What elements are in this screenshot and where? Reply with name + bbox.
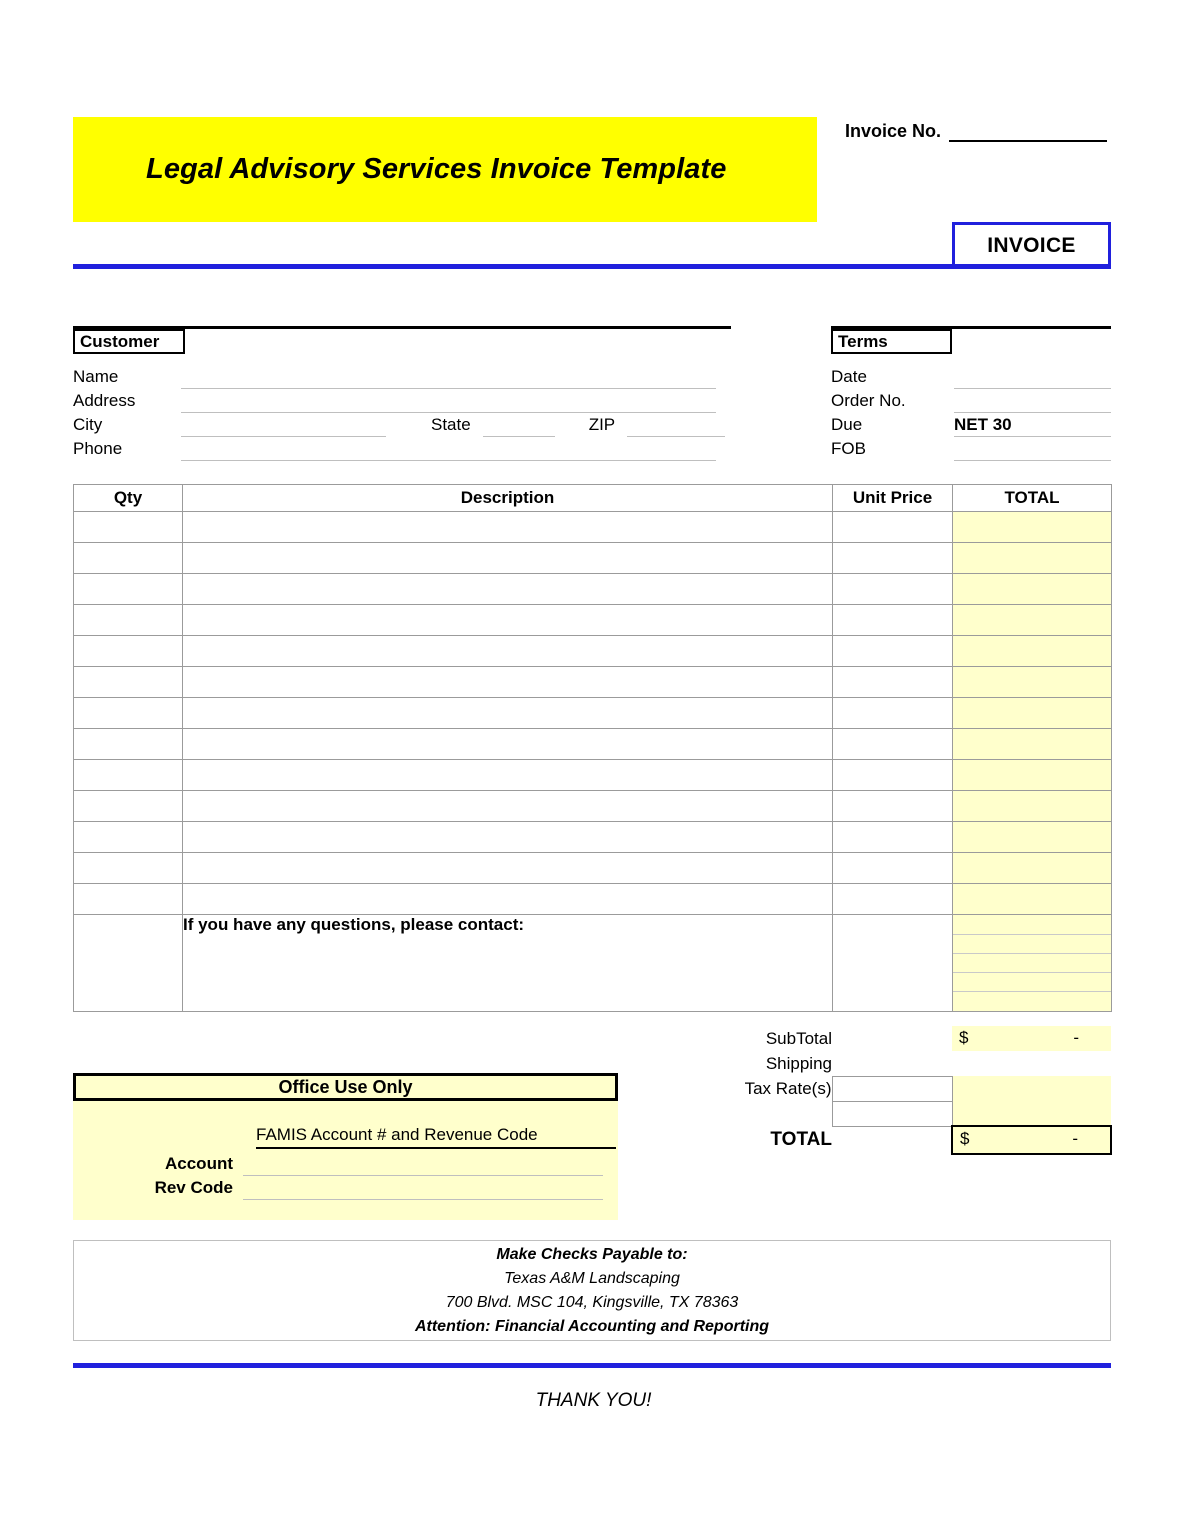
- account-input[interactable]: [243, 1153, 603, 1176]
- totals-row-subtotal: [631, 1026, 1111, 1051]
- cell-qty[interactable]: [74, 636, 183, 667]
- total-subrow: [953, 915, 1111, 934]
- customer-city-input[interactable]: [181, 414, 386, 437]
- customer-state-label: State: [431, 415, 471, 434]
- table-row: [74, 512, 1112, 543]
- total-subcell: [953, 915, 1111, 934]
- cell-total: [953, 605, 1112, 636]
- table-row: [74, 853, 1112, 884]
- contact-unit-price-cell: [833, 915, 953, 1012]
- customer-field-address: [73, 390, 733, 414]
- office-use-only-header: [73, 1073, 618, 1101]
- customer-field-phone: [73, 438, 733, 462]
- table-row: [74, 574, 1112, 605]
- subtotal-amount: [952, 1026, 1111, 1051]
- cell-total: [953, 884, 1112, 915]
- line-items-header-row: [74, 485, 1112, 512]
- totals-row-shipping: [631, 1051, 1111, 1076]
- rev-code-input[interactable]: [243, 1177, 603, 1200]
- terms-due-label: Due: [831, 415, 863, 434]
- total-subrow: [953, 973, 1111, 992]
- cell-description[interactable]: [183, 574, 833, 605]
- total-subrows-table: [953, 915, 1111, 1011]
- terms-date-label: Date: [831, 367, 867, 386]
- totals-row-tax-1: [631, 1076, 1111, 1101]
- table-row: [74, 760, 1112, 791]
- cell-total: [953, 667, 1112, 698]
- terms-heading-label: Terms: [838, 331, 888, 351]
- customer-zip-input[interactable]: [627, 414, 725, 437]
- cell-qty[interactable]: [74, 667, 183, 698]
- total-subcell: [953, 934, 1111, 953]
- customer-state-input[interactable]: [483, 414, 555, 437]
- shipping-label: Shipping: [765, 1053, 832, 1073]
- cell-description[interactable]: [183, 605, 833, 636]
- totals-table: [631, 1026, 1112, 1155]
- cell-qty[interactable]: [74, 853, 183, 884]
- totals-row-grand-total: [631, 1126, 1111, 1154]
- tax-rate-label-2: [631, 1101, 832, 1126]
- contact-note-row: [74, 915, 1112, 1012]
- cell-description[interactable]: [183, 636, 833, 667]
- table-row: [74, 729, 1112, 760]
- line-items-table: [73, 484, 1112, 1012]
- cell-qty[interactable]: [74, 574, 183, 605]
- cell-unit-price[interactable]: [833, 853, 953, 884]
- contact-note-text: If you have any questions, please contact:: [183, 915, 833, 1012]
- customer-heading-label: Customer: [80, 331, 160, 351]
- cell-total: [953, 698, 1112, 729]
- invoice-badge-label: INVOICE: [987, 233, 1076, 257]
- table-row: [74, 543, 1112, 574]
- customer-address-label: Address: [73, 391, 136, 410]
- cell-description[interactable]: [183, 791, 833, 822]
- customer-field-city: [73, 414, 733, 438]
- cell-description[interactable]: [183, 512, 833, 543]
- cell-description[interactable]: [183, 884, 833, 915]
- famis-account-label: FAMIS Account # and Revenue Code: [256, 1125, 616, 1149]
- table-row: [74, 698, 1112, 729]
- invoice-badge: [952, 222, 1111, 269]
- customer-city-label: City: [73, 415, 103, 434]
- cell-total: [953, 729, 1112, 760]
- office-row-account: [73, 1153, 618, 1177]
- terms-fob-label: FOB: [831, 439, 866, 458]
- title-banner: [73, 117, 817, 222]
- cell-qty[interactable]: [74, 884, 183, 915]
- terms-field-order-no: [831, 390, 1111, 414]
- cell-qty[interactable]: [74, 605, 183, 636]
- cell-unit-price[interactable]: [833, 760, 953, 791]
- payable-line-2: Texas A&M Landscaping: [504, 1269, 680, 1287]
- terms-fob-input[interactable]: [954, 438, 1111, 461]
- table-row: [74, 822, 1112, 853]
- total-subcell: [953, 992, 1111, 1011]
- shipping-spacer: [832, 1051, 952, 1076]
- grand-total-amount-value: -: [1072, 1129, 1078, 1148]
- cell-description[interactable]: [183, 543, 833, 574]
- column-header-qty: Qty: [74, 485, 183, 512]
- cell-unit-price[interactable]: [833, 729, 953, 760]
- office-row-rev-code: [73, 1177, 618, 1201]
- payable-line-3: 700 Blvd. MSC 104, Kingsville, TX 78363: [445, 1293, 739, 1311]
- table-row: [74, 636, 1112, 667]
- footer-blue-divider: [73, 1363, 1111, 1368]
- table-row: [74, 791, 1112, 822]
- cell-description[interactable]: [183, 729, 833, 760]
- total-subrow: [953, 992, 1111, 1011]
- contact-total-subcells: [953, 915, 1112, 1012]
- cell-description[interactable]: [183, 667, 833, 698]
- customer-heading-box: [73, 329, 185, 354]
- cell-qty[interactable]: [74, 791, 183, 822]
- customer-zip-label: ZIP: [588, 415, 616, 434]
- account-label: Account: [165, 1154, 233, 1173]
- cell-unit-price[interactable]: [833, 698, 953, 729]
- subtotal-amount-value: -: [1073, 1028, 1079, 1047]
- total-subcell: [953, 953, 1111, 972]
- customer-address-input[interactable]: [181, 390, 716, 413]
- cell-description[interactable]: [183, 853, 833, 884]
- office-use-only-label: Office Use Only: [278, 1076, 413, 1097]
- cell-unit-price[interactable]: [833, 636, 953, 667]
- cell-total: [953, 543, 1112, 574]
- header-blue-divider: [73, 264, 1111, 269]
- cell-unit-price[interactable]: [833, 822, 953, 853]
- customer-name-input[interactable]: [181, 366, 716, 389]
- terms-heading-box: [831, 329, 952, 354]
- cell-unit-price[interactable]: [833, 791, 953, 822]
- total-subrow: [953, 953, 1111, 972]
- grand-total-label: TOTAL: [770, 1129, 832, 1150]
- cell-total: [953, 760, 1112, 791]
- tax-rate-label: Tax Rate(s): [744, 1078, 832, 1098]
- grand-total-spacer: [832, 1126, 952, 1154]
- cell-total: [953, 853, 1112, 884]
- cell-total: [953, 512, 1112, 543]
- cell-unit-price[interactable]: [833, 667, 953, 698]
- page-title: Legal Advisory Services Invoice Template: [146, 153, 727, 185]
- terms-field-date: [831, 366, 1111, 390]
- column-header-description: Description: [183, 485, 833, 512]
- customer-field-name: [73, 366, 733, 390]
- table-row: [74, 667, 1112, 698]
- subtotal-spacer: [832, 1026, 952, 1051]
- terms-date-input[interactable]: [954, 366, 1111, 389]
- make-checks-payable-block: [73, 1240, 1111, 1341]
- shipping-amount-input[interactable]: [952, 1051, 1111, 1076]
- customer-phone-input[interactable]: [181, 438, 716, 461]
- total-subrow: [953, 934, 1111, 953]
- cell-qty[interactable]: [74, 760, 183, 791]
- cell-qty[interactable]: [74, 543, 183, 574]
- payable-line-1: Make Checks Payable to:: [496, 1245, 688, 1263]
- invoice-number-input[interactable]: [949, 120, 1107, 142]
- customer-fields: [73, 366, 733, 462]
- table-row: [74, 884, 1112, 915]
- cell-unit-price[interactable]: [833, 543, 953, 574]
- cell-unit-price[interactable]: [833, 574, 953, 605]
- payable-line-4: Attention: Financial Accounting and Reporting: [414, 1317, 770, 1335]
- cell-total: [953, 822, 1112, 853]
- contact-qty-cell: [74, 915, 183, 1012]
- table-row: [74, 605, 1112, 636]
- cell-qty[interactable]: [74, 512, 183, 543]
- column-header-total: TOTAL: [953, 485, 1112, 512]
- total-subcell: [953, 973, 1111, 992]
- terms-fields: [831, 366, 1111, 462]
- totals-row-tax-2: [631, 1101, 1111, 1126]
- tax-amount-2: [952, 1101, 1111, 1126]
- customer-phone-label: Phone: [73, 439, 123, 458]
- line-items-body: [74, 512, 1112, 1012]
- grand-total-currency-symbol: $: [960, 1129, 970, 1148]
- terms-field-fob: [831, 438, 1111, 462]
- cell-description[interactable]: [183, 760, 833, 791]
- cell-total: [953, 636, 1112, 667]
- invoice-number-group: [845, 120, 1107, 142]
- cell-description[interactable]: [183, 698, 833, 729]
- customer-name-label: Name: [73, 367, 119, 386]
- tax-amount-1: [952, 1076, 1111, 1101]
- cell-qty[interactable]: [74, 729, 183, 760]
- cell-unit-price[interactable]: [833, 884, 953, 915]
- cell-description[interactable]: [183, 822, 833, 853]
- cell-total: [953, 574, 1112, 605]
- thank-you-message: THANK YOU!: [535, 1390, 652, 1411]
- column-header-unit-price: Unit Price: [833, 485, 953, 512]
- subtotal-label: SubTotal: [765, 1028, 832, 1048]
- terms-field-due: [831, 414, 1111, 438]
- rev-code-label: Rev Code: [154, 1178, 233, 1197]
- office-use-only-panel: [73, 1073, 618, 1220]
- terms-order-no-label: Order No.: [831, 391, 906, 410]
- terms-due-input[interactable]: NET 30: [954, 414, 1111, 437]
- cell-qty[interactable]: [74, 698, 183, 729]
- grand-total-amount: [952, 1126, 1111, 1154]
- subtotal-currency-symbol: $: [959, 1028, 969, 1047]
- invoice-number-label: Invoice No.: [845, 121, 942, 141]
- cell-unit-price[interactable]: [833, 512, 953, 543]
- tax-rate-input-2[interactable]: [832, 1101, 952, 1126]
- cell-qty[interactable]: [74, 822, 183, 853]
- tax-rate-input-1[interactable]: [832, 1076, 952, 1101]
- terms-order-no-input[interactable]: [954, 390, 1111, 413]
- cell-total: [953, 791, 1112, 822]
- cell-unit-price[interactable]: [833, 605, 953, 636]
